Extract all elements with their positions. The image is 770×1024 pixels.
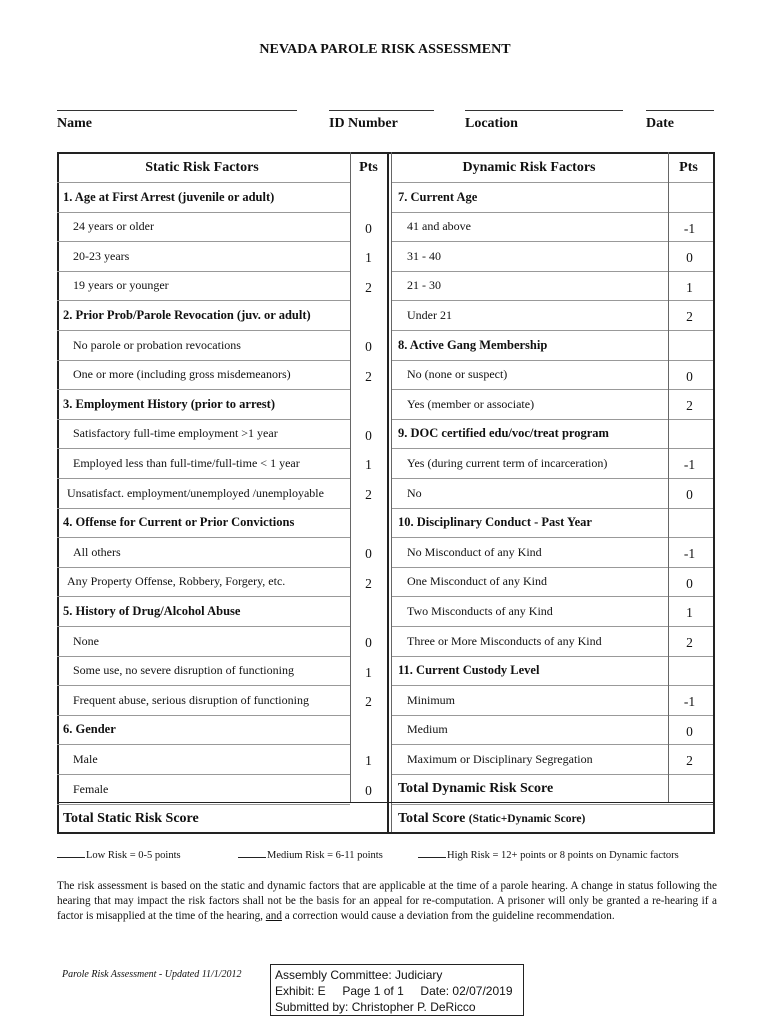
static-option-label: Some use, no severe disruption of functioning xyxy=(73,663,294,678)
static-points-cell xyxy=(350,302,387,332)
dynamic-points-cell: -1 xyxy=(683,546,696,562)
total-dynamic-score-label: Total Dynamic Risk Score xyxy=(398,781,554,796)
exhibit-page-date: Exhibit: E Page 1 of 1 Date: 02/07/2019 xyxy=(275,984,513,998)
dynamic-points-cell: 2 xyxy=(686,753,693,769)
id-number-field-line[interactable] xyxy=(329,110,434,111)
static-category-label: 2. Prior Prob/Parole Revocation (juv. or adult) xyxy=(63,307,311,322)
static-points-cell xyxy=(350,391,387,421)
dynamic-points-cell: 2 xyxy=(686,309,693,325)
low-risk-blank[interactable] xyxy=(57,857,85,858)
location-field-line[interactable] xyxy=(465,110,623,111)
static-option-label: Any Property Offense, Robbery, Forgery, etc. xyxy=(67,574,286,589)
dynamic-points-cell: 1 xyxy=(686,605,693,621)
static-points-cell: 2 xyxy=(365,279,372,295)
high-risk-legend xyxy=(418,850,679,861)
dynamic-option-label: Yes (during current term of incarceration) xyxy=(407,455,608,470)
dynamic-heading: Dynamic Risk Factors xyxy=(462,160,596,175)
footer-update-note: Parole Risk Assessment - Updated 11/1/2012 xyxy=(62,969,242,980)
static-option-label: None xyxy=(73,633,99,648)
static-category-label: 4. Offense for Current or Prior Convictions xyxy=(63,515,295,530)
static-points-cell xyxy=(350,598,387,628)
dynamic-option-label: No Misconduct of any Kind xyxy=(407,544,542,559)
dynamic-pts-heading: Pts xyxy=(679,160,698,175)
dynamic-points-cell xyxy=(671,184,708,214)
dynamic-points-cell xyxy=(671,421,708,451)
static-points-cell: 1 xyxy=(365,664,372,680)
static-option-label: No parole or probation revocations xyxy=(73,337,241,352)
static-option-label: 20-23 years xyxy=(73,248,130,263)
static-points-cell: 0 xyxy=(365,783,372,798)
risk-factor-table xyxy=(57,152,715,832)
static-category-label: 5. History of Drug/Alcohol Abuse xyxy=(63,603,241,618)
center-divider xyxy=(391,152,392,832)
static-points-cell: 0 xyxy=(365,546,372,562)
date-field-line[interactable] xyxy=(646,110,714,111)
static-option-label: Frequent abuse, serious disruption of functioning xyxy=(73,692,309,707)
static-option-label: Female xyxy=(73,781,109,796)
location-label: Location xyxy=(465,116,518,131)
static-heading: Static Risk Factors xyxy=(145,160,259,175)
static-points-cell: 0 xyxy=(365,220,372,236)
total-score-text: Total Score xyxy=(398,811,466,826)
dynamic-points-cell xyxy=(671,332,708,362)
dynamic-points-cell: 0 xyxy=(686,723,693,739)
dynamic-option-label: 31 - 40 xyxy=(407,248,441,263)
medium-risk-text: Medium Risk = 6-11 points xyxy=(267,850,383,861)
dynamic-option-label: No (none or suspect) xyxy=(407,367,508,382)
exhibit-submitter: Submitted by: Christopher P. DeRicco xyxy=(275,1000,476,1014)
static-option-label: Male xyxy=(73,751,98,766)
static-pts-heading: Pts xyxy=(359,160,378,175)
static-option-label: 24 years or older xyxy=(73,219,154,234)
static-points-cell: 0 xyxy=(365,427,372,443)
static-option-label: Unsatisfact. employment/unemployed /unemployable xyxy=(67,485,324,500)
dynamic-points-cell: 0 xyxy=(686,575,693,591)
dynamic-option-label: Maximum or Disciplinary Segregation xyxy=(407,751,593,766)
static-points-cell xyxy=(350,184,387,214)
medium-risk-legend xyxy=(238,850,383,861)
static-points-cell: 1 xyxy=(365,753,372,769)
dynamic-points-cell: -1 xyxy=(683,457,696,473)
dynamic-option-label: Two Misconducts of any Kind xyxy=(407,603,553,618)
dynamic-option-label: One Misconduct of any Kind xyxy=(407,574,547,589)
explanation-paragraph: The risk assessment is based on the static and dynamic factors that are applicable at the time of a parole hearing. A change in status following the hearing that may impact the risk factors shall not be the basis for an appeal for re-computation. A prisoner will only be granted a re-hearing if a factor is misapplied at the time of the hearing, and a correction would cause a deviation from the guideline recommendation. xyxy=(57,880,717,923)
high-risk-blank[interactable] xyxy=(418,857,446,858)
static-points-cell: 0 xyxy=(365,635,372,650)
static-points-cell: 2 xyxy=(365,575,372,591)
dynamic-option-label: Yes (member or associate) xyxy=(407,396,535,411)
dynamic-points-cell xyxy=(671,510,708,540)
static-points-cell: 2 xyxy=(365,694,372,710)
static-points-cell: 0 xyxy=(365,339,372,354)
static-category-label: 1. Age at First Arrest (juvenile or adult) xyxy=(63,189,275,204)
dynamic-option-label: Medium xyxy=(407,722,448,737)
static-category-label: 6. Gender xyxy=(63,722,116,737)
static-points-cell xyxy=(350,717,387,747)
dynamic-category-label: 11. Current Custody Level xyxy=(398,663,540,678)
date-label: Date xyxy=(646,116,674,131)
static-option-label: 19 years or younger xyxy=(73,278,169,293)
static-option-label: Satisfactory full-time employment >1 year xyxy=(73,426,278,441)
dynamic-option-label: No xyxy=(407,485,422,500)
dynamic-points-cell: 0 xyxy=(686,487,693,502)
dynamic-points-cell: 0 xyxy=(686,368,693,384)
low-risk-text: Low Risk = 0-5 points xyxy=(86,850,181,861)
dynamic-option-label: 21 - 30 xyxy=(407,278,441,293)
total-score-note: (Static+Dynamic Score) xyxy=(468,813,586,825)
low-risk-legend xyxy=(57,850,181,861)
high-risk-text: High Risk = 12+ points or 8 points on Dynamic factors xyxy=(447,850,679,861)
exhibit-committee: Assembly Committee: Judiciary xyxy=(275,968,443,982)
dynamic-points-cell: 1 xyxy=(686,279,693,295)
dynamic-category-label: 10. Disciplinary Conduct - Past Year xyxy=(398,515,592,530)
static-category-label: 3. Employment History (prior to arrest) xyxy=(63,396,275,411)
static-points-cell: 1 xyxy=(365,250,372,266)
dynamic-option-label: Minimum xyxy=(407,692,456,707)
static-points-cell: 1 xyxy=(365,457,372,473)
dynamic-category-label: 7. Current Age xyxy=(398,189,478,204)
static-points-cell xyxy=(350,510,387,540)
name-label: Name xyxy=(57,116,92,131)
dynamic-category-label: 9. DOC certified edu/voc/treat program xyxy=(398,426,609,441)
dynamic-points-cell: 0 xyxy=(686,250,693,266)
dynamic-category-label: 8. Active Gang Membership xyxy=(398,337,548,352)
static-points-cell: 2 xyxy=(365,368,372,384)
dynamic-option-label: Three or More Misconducts of any Kind xyxy=(407,633,602,648)
dynamic-option-label: 41 and above xyxy=(407,219,471,234)
name-field-line[interactable] xyxy=(57,110,297,111)
dynamic-option-label: Under 21 xyxy=(407,307,452,322)
dynamic-points-cell: 2 xyxy=(686,635,693,650)
static-option-label: Employed less than full-time/full-time < 1 year xyxy=(73,455,300,470)
total-static-score-label: Total Static Risk Score xyxy=(63,811,199,826)
static-points-cell: 2 xyxy=(365,487,372,502)
underlined-and: and xyxy=(265,910,282,923)
dynamic-points-cell: 2 xyxy=(686,398,693,414)
dynamic-points-cell: -1 xyxy=(683,220,696,236)
dynamic-points-cell xyxy=(671,658,708,688)
form-title: NEVADA PAROLE RISK ASSESSMENT xyxy=(259,42,511,57)
center-divider xyxy=(387,152,389,832)
medium-risk-blank[interactable] xyxy=(238,857,266,858)
exhibit-box xyxy=(270,964,524,1016)
static-option-label: All others xyxy=(73,544,121,559)
total-score-label xyxy=(398,807,585,831)
dynamic-points-cell: -1 xyxy=(683,694,696,710)
static-option-label: One or more (including gross misdemeanors) xyxy=(73,367,291,382)
dynamic-points-cell xyxy=(671,776,708,806)
id-number-label: ID Number xyxy=(329,116,398,131)
